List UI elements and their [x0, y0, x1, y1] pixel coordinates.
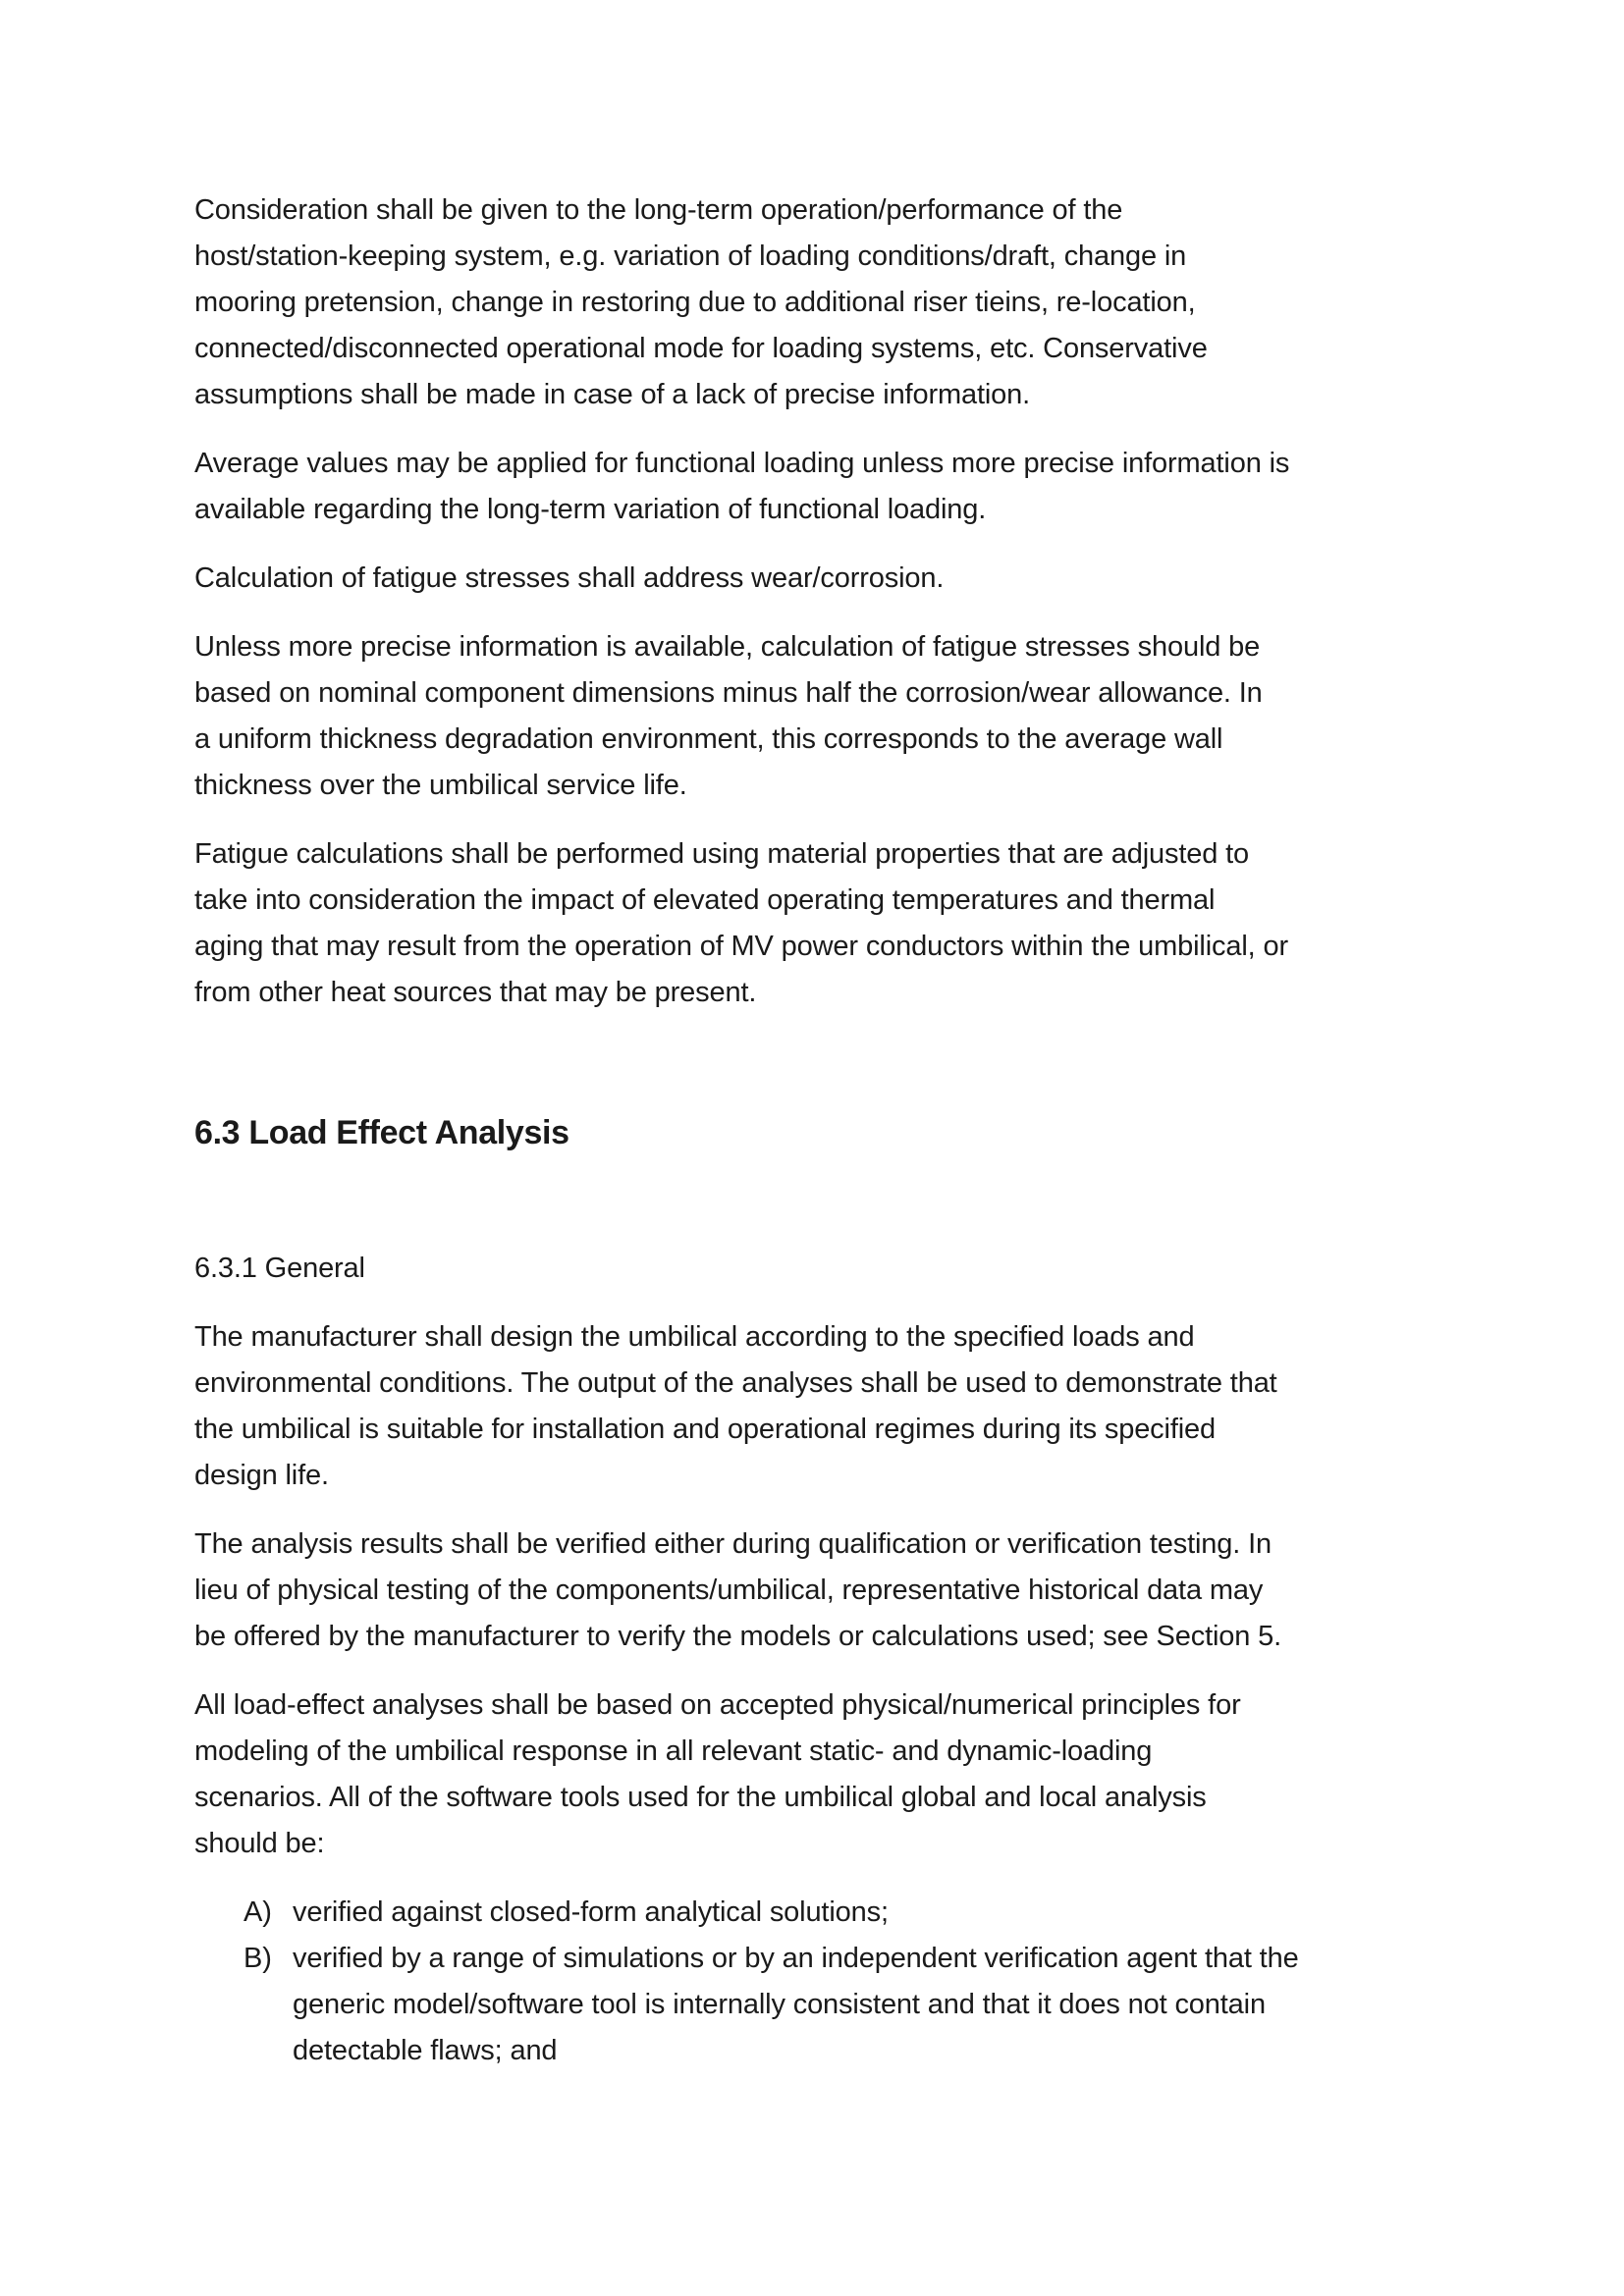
paragraph-unless-precise: Unless more precise information is available, calculation of fatigue stresses should be based on nominal component dimensions minus half the corrosion/wear allowance. In a uniform thickness degradation environment, this corresponds to the average wall thickness over the umbilical service life. — [194, 631, 1263, 801]
subsection-heading-6-3-1: 6.3.1 General — [194, 1253, 365, 1284]
list-marker-b: B) — [244, 1943, 272, 1974]
page-content — [194, 187, 1430, 2074]
paragraph-analysis-results: The analysis results shall be verified either during qualification or verification testing. In lieu of physical testing of the components/umbilical, representative historical data may be offered by the manufacturer to verify the models or calculations used; see Section 5. — [194, 1528, 1282, 1652]
paragraph-fatigue-calculations: Fatigue calculations shall be performed using material properties that are adjusted to take into consideration the impact of elevated operating temperatures and thermal aging that may result from the operation of MV power conductors within the umbilical, or from other heat sources that may be present. — [194, 838, 1288, 1008]
software-verification-list — [194, 1890, 1430, 2074]
paragraph-load-effect-analyses: All load-effect analyses shall be based on accepted physical/numerical principles for modeling of the umbilical response in all relevant static- and dynamic-loading scenarios. All of the software tools used for the umbilical global and local analysis should be: — [194, 1689, 1241, 1859]
list-item-a — [194, 1890, 1430, 1936]
section-heading-6-3: 6.3 Load Effect Analysis — [194, 1114, 569, 1151]
paragraph-average-values: Average values may be applied for functional loading unless more precise information is available regarding the long-term variation of functional loading. — [194, 448, 1290, 525]
paragraph-consideration: Consideration shall be given to the long-term operation/performance of the host/station-keeping system, e.g. variation of loading conditions/draft, change in mooring pretension, change in restoring due to additional riser tieins, re-location, connected/disconnected operational mode for loading systems, etc. Conservative assumptions shall be made in case of a lack of precise information. — [194, 194, 1208, 410]
list-marker-a: A) — [244, 1896, 272, 1928]
list-item-b-text: verified by a range of simulations or by an independent verification agent that the generic model/software tool is internally consistent and that it does not contain detectable flaws; and — [293, 1943, 1299, 2066]
paragraph-manufacturer-design: The manufacturer shall design the umbilical according to the specified loads and environmental conditions. The output of the analyses shall be used to demonstrate that the umbilical is suitable for installation and operational regimes during its specified design life. — [194, 1321, 1277, 1491]
paragraph-calculation-fatigue: Calculation of fatigue stresses shall address wear/corrosion. — [194, 562, 945, 594]
list-item-b — [194, 1936, 1430, 2074]
list-item-a-text: verified against closed-form analytical solutions; — [293, 1896, 889, 1928]
